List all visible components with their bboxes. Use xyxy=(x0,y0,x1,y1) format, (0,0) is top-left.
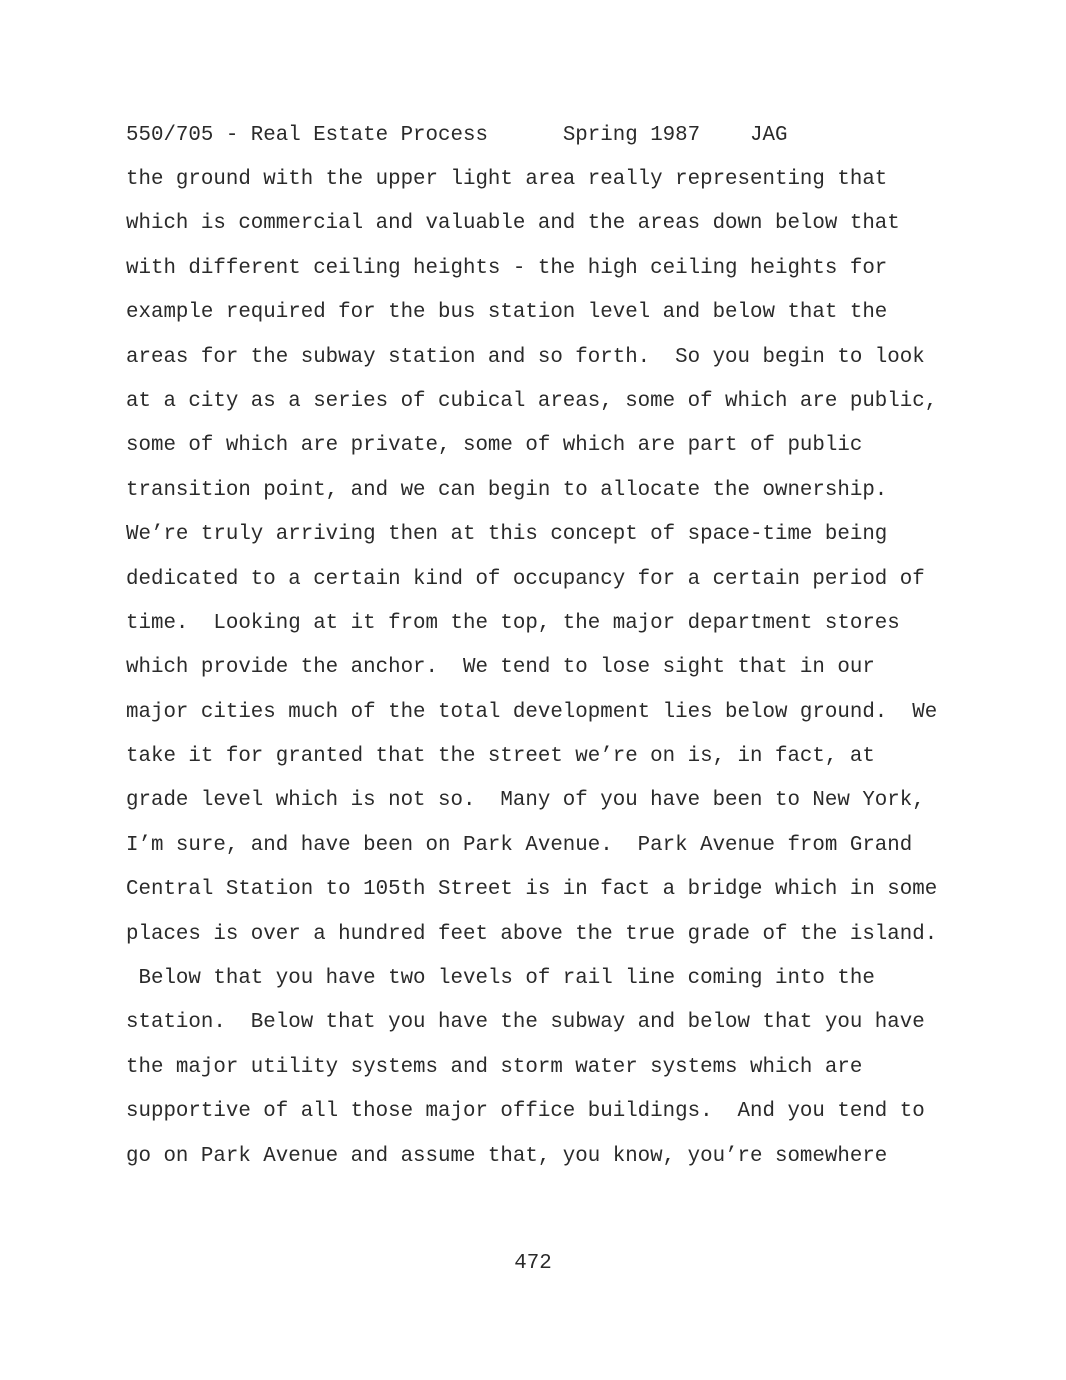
text-line: major cities much of the total development lies below ground. We xyxy=(126,700,938,724)
text-line: time. Looking at it from the top, the major department stores xyxy=(126,611,900,635)
author-initials: JAG xyxy=(750,124,788,147)
text-line: example required for the bus station level and below that the xyxy=(126,301,888,325)
text-line: take it for granted that the street we’re on is, in fact, at xyxy=(126,745,875,769)
text-line: go on Park Avenue and assume that, you know, you’re somewhere xyxy=(126,1144,888,1168)
text-line: which is commercial and valuable and the areas down below that xyxy=(126,212,900,236)
text-line: Central Station to 105th Street is in fact a bridge which in some xyxy=(126,878,938,902)
text-line: the ground with the upper light area really representing that xyxy=(126,168,888,191)
page-number: 472 xyxy=(514,1252,552,1275)
page-header xyxy=(126,122,788,150)
text-line: dedicated to a certain kind of occupancy for a certain period of xyxy=(126,567,925,591)
text-line: which provide the anchor. We tend to lose sight that in our xyxy=(126,656,875,680)
text-line: areas for the subway station and so forth. So you begin to look xyxy=(126,345,925,369)
text-line: the major utility systems and storm water systems which are xyxy=(126,1055,863,1079)
course-title: 550/705 - Real Estate Process xyxy=(126,124,488,147)
transcript-body xyxy=(126,166,1026,1187)
text-line: We’re truly arriving then at this concept of space-time being xyxy=(126,523,888,547)
text-line: with different ceiling heights - the high ceiling heights for xyxy=(126,256,888,280)
text-line: some of which are private, some of which are part of public xyxy=(126,434,863,458)
text-line: at a city as a series of cubical areas, some of which are public, xyxy=(126,389,938,413)
text-line: grade level which is not so. Many of you have been to New York, xyxy=(126,789,925,813)
text-line: station. Below that you have the subway and below that you have xyxy=(126,1011,925,1035)
text-line: transition point, and we can begin to allocate the ownership. xyxy=(126,478,888,502)
text-line: supportive of all those major office buildings. And you tend to xyxy=(126,1100,925,1124)
term: Spring 1987 xyxy=(562,124,701,147)
text-line: places is over a hundred feet above the true grade of the island. xyxy=(126,922,938,946)
text-line: Below that you have two levels of rail line coming into the xyxy=(126,967,875,991)
text-line: I’m sure, and have been on Park Avenue. Park Avenue from Grand xyxy=(126,833,913,857)
